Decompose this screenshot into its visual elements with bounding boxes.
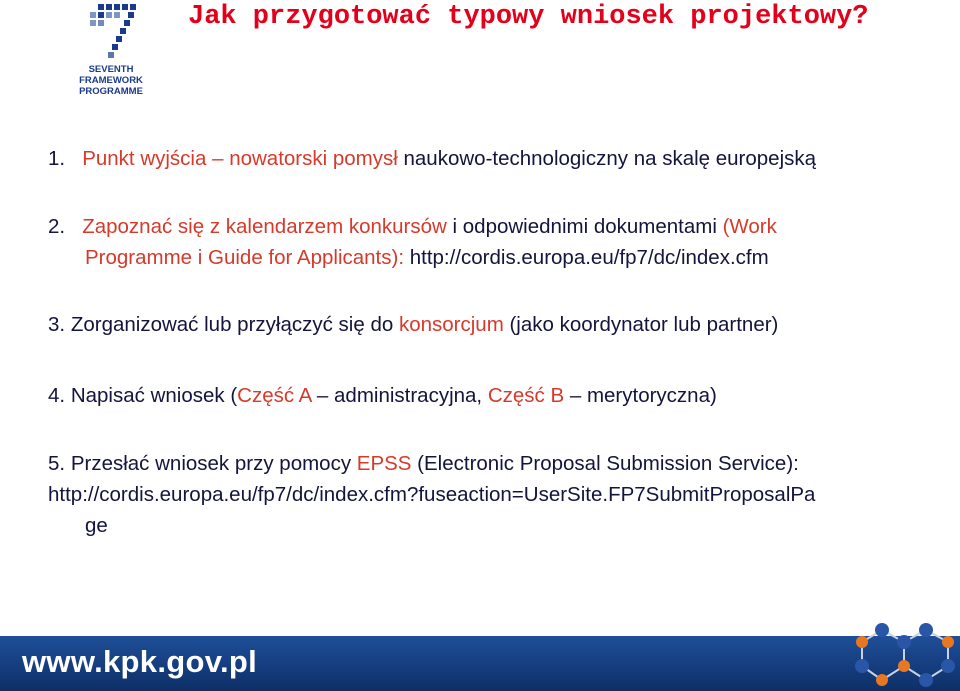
step-5: 5. Przesłać wniosek przy pomocy EPSS (Electronic Proposal Submission Service): http://cordis.europa.eu/fp7/dc/index.cfm?fuseaction=UserSite.FP7SubmitProposalPa ge [48,448,815,541]
step-1: 1. Punkt wyjścia – nowatorski pomysł naukowo-technologiczny na skalę europejską [48,147,817,170]
page-title: Jak przygotować typowy wniosek projektowy? [188,2,869,32]
epss-link-continuation[interactable]: ge [85,514,108,537]
step-3: 3. Zorganizować lub przyłączyć się do konsorcjum (jako koordynator lub partner) [48,313,779,336]
kpk-molecule-icon [832,612,960,691]
cordis-link[interactable]: http://cordis.europa.eu/fp7/dc/index.cfm [404,246,769,269]
epss-link[interactable]: http://cordis.europa.eu/fp7/dc/index.cfm?fuseaction=UserSite.FP7SubmitProposalPa [48,483,816,506]
step-2: 2. Zapoznać się z kalendarzem konkursów i odpowiednimi dokumentami (Work Programme i Guide for Applicants): http://cordis.europa.eu/fp7/dc/index.cfm [48,215,777,269]
footer-url[interactable]: www.kpk.gov.pl [22,644,258,679]
fp7-logo-caption: SEVENTH FRAMEWORK PROGRAMME [79,64,143,97]
step-4: 4. Napisać wniosek (Część A – administracyjna, Część B – merytoryczna) [48,384,717,407]
